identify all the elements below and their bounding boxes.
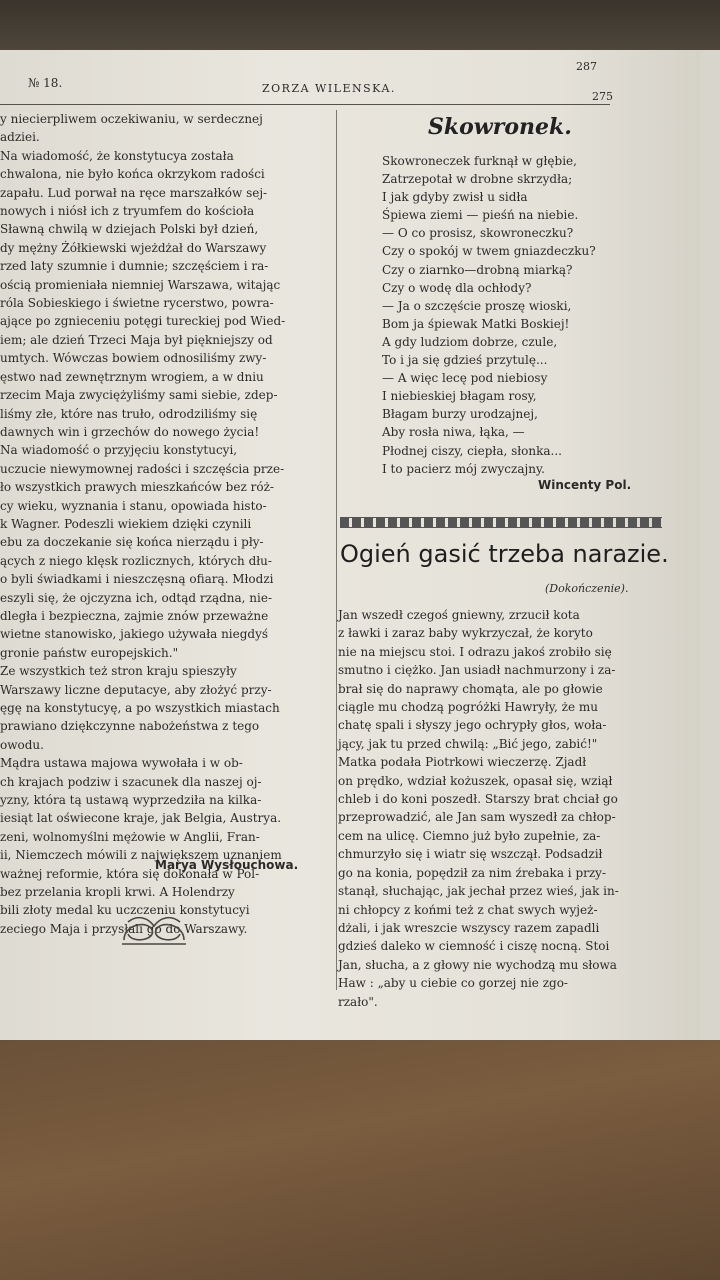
poem-title: Skowronek.	[428, 114, 572, 140]
left-column-line: uczucie niewymownej radości i szczęścia prze-	[0, 461, 285, 476]
flourish-ornament-icon	[118, 910, 190, 950]
left-column-line: wietne stanowisko, jakiego używała niegdyś	[0, 627, 269, 642]
left-article-signature: Marya Wysłouchowa.	[155, 858, 299, 872]
story-line: przeprowadzić, ale Jan sam wyszedł za chłop-	[338, 810, 616, 825]
left-column-line: eszyli się, że ojczyzna ich, odtąd rządna, nie-	[0, 590, 273, 605]
ornamental-divider	[340, 517, 662, 528]
left-column-line: dawnych win i grzechów do nowego życia!	[0, 424, 260, 439]
left-column-line: o byli świadkami i nieszczęsną ofiarą. Młodzi	[0, 572, 274, 587]
left-column-line: zeni, wolnomyślni mężowie w Anglii, Fran-	[0, 829, 260, 844]
story-text	[338, 606, 668, 1011]
story-line: dżali, i jak wreszcie wszyscy razem zapadli	[338, 920, 600, 935]
left-column-line: ło wszystkich prawych mieszkańców bez róż-	[0, 480, 274, 495]
story-line: ni chłopcy z końmi też z chat swych wyjeż-	[338, 902, 598, 917]
left-column-line: Sławną chwilą w dziejach Polski był dzień,	[0, 222, 259, 237]
left-column-line: liśmy złe, które nas truło, odrodziliśmy się	[0, 406, 258, 421]
poem-line: Bom ja śpiewak Matki Boskiej!	[382, 316, 570, 331]
left-column-line: k Wagner. Podeszli wiekiem dzięki czynili	[0, 516, 252, 531]
column-divider	[336, 110, 337, 990]
poem-body	[382, 152, 596, 478]
left-column-line: gronie państw europejskich."	[0, 645, 179, 660]
story-line: ciągle mu chodzą pogróżki Hawryły, że mu	[338, 700, 598, 715]
left-column-line: zapału. Lud porwał na ręce marszałków sej-	[0, 185, 268, 200]
poem-line: A gdy ludziom dobrze, czule,	[382, 334, 558, 349]
poem-line: — Ja o szczęście proszę wioski,	[382, 298, 572, 313]
left-column-line: adziei.	[0, 130, 40, 145]
left-column-line: ch krajach podziw i szacunek dla naszej oj-	[0, 774, 262, 789]
story-line: Jan wszedł czegoś gniewny, zrzucił kota	[338, 608, 580, 622]
issue-number: № 18.	[28, 76, 63, 90]
story-line: rzało".	[338, 994, 378, 1009]
poem-line: Aby rosła niwa, łąka, —	[382, 425, 525, 440]
left-column-line: ęstwo nad zewnętrznym wrogiem, a w dniu	[0, 369, 264, 384]
poem-line: Płodnej ciszy, ciepła, słonka...	[382, 443, 562, 458]
left-column-line: owodu.	[0, 737, 44, 752]
story-line: z ławki i zaraz baby wykrzyczał, że koryto	[338, 626, 593, 641]
story-line: Matka podała Piotrkowi wieczerzę. Zjadł	[338, 755, 587, 770]
story-line: Jan, słucha, a z głowy nie wychodzą mu słowa	[338, 957, 617, 972]
story-title: Ogień gasić trzeba narazie.	[340, 540, 669, 568]
left-column-line: y niecierpliwem oczekiwaniu, w serdecznej	[0, 112, 263, 126]
left-column-line: ii, Niemczech mówili z największem uznaniem	[0, 848, 282, 863]
story-line: on prędko, wdział kożuszek, opasał się, wziął	[338, 773, 613, 788]
left-column-line: zeciego Maja i przysłali go do Warszawy.	[0, 921, 248, 936]
story-line: chatę spali i słyszy jego ochrypły głos, woła-	[338, 718, 607, 733]
left-column-line: bili złoty medal ku uczczeniu konstytucyi	[0, 903, 250, 918]
page-number-upper: 287	[576, 60, 597, 73]
header-rule	[0, 104, 610, 105]
poem-line: Skowroneczek furknął w głębie,	[382, 154, 577, 168]
left-column-line: ające po zgnieceniu potęgi tureckiej pod Wied-	[0, 314, 286, 329]
left-column-line: ęgę na konstytucyę, a po wszystkich miastach	[0, 701, 280, 715]
story-line: chleb i do koni poszedł. Starszy brat chciał go	[338, 792, 618, 807]
story-line: go na konia, popędził za nim źrebaka i przy-	[338, 865, 607, 880]
story-line: jący, jak tu przed chwilą: „Bić jego, zabić!"	[338, 736, 598, 751]
left-column-line: dy mężny Żółkiewski wjeżdżał do Warszawy	[0, 240, 267, 255]
left-column-line: rzed laty szumnie i dumnie; szczęściem i ra-	[0, 259, 269, 274]
poem-line: Czy o wodę dla ochłody?	[382, 280, 532, 295]
left-column-line: Na wiadomość o przyjęciu konstytucyi,	[0, 443, 238, 458]
poem-line: Zatrzepotał w drobne skrzydła;	[382, 172, 573, 187]
poem-author: Wincenty Pol.	[538, 478, 632, 492]
poem-line: Śpiewa ziemi — pieśń na niebie.	[382, 208, 579, 223]
masthead-title: ZORZA WILENSKA.	[262, 82, 396, 95]
left-column-line: ością promieniała niemniej Warszawa, witając	[0, 277, 281, 292]
left-column-line: Warszawy liczne deputacye, aby złożyć przy-	[0, 682, 272, 697]
poem-line: — O co prosisz, skowroneczku?	[382, 226, 574, 241]
left-column-line: iesiąt lat oświecone kraje, jak Belgia, Austrya.	[0, 811, 282, 826]
story-line: nie na miejscu stoi. I odrazu jakoś zrobiło się	[338, 644, 612, 659]
poem-line: To i ja się gdzieś przytulę...	[382, 353, 548, 368]
poem-line: Czy o spokój w twem gniazdeczku?	[382, 244, 596, 259]
background-top	[0, 0, 720, 50]
poem-line: I niebieskiej błagam rosy,	[382, 389, 537, 404]
left-column-line: iem; ale dzień Trzeci Maja był piękniejszy od	[0, 332, 273, 347]
left-column-line: ebu za doczekanie się końca nierządu i pły-	[0, 535, 264, 550]
story-line: chmurzyło się i wiatr się wszczął. Podsadził	[338, 847, 603, 862]
left-column-line: umtych. Wówczas bowiem odnosiliśmy zwy-	[0, 351, 267, 366]
wooden-table-background	[0, 1040, 720, 1280]
poem-line: I to pacierz mój zwyczajny.	[382, 461, 545, 476]
story-line: gdzieś daleko w ciemność i ciszę nocną. Stoi	[338, 939, 610, 954]
left-column-line: dległa i bezpieczna, zajmie znów przeważne	[0, 608, 269, 623]
left-column-line: prawiano dziękczynne nabożeństwa z tego	[0, 719, 260, 734]
left-column-line: róla Sobieskiego i świetne rycerstwo, powra-	[0, 296, 274, 311]
left-column-line: Mądra ustawa majowa wywołała i w ob-	[0, 756, 243, 771]
page-number: 275	[592, 90, 613, 103]
left-column-line: Na wiadomość, że konstytucya została	[0, 148, 234, 163]
left-column-line: nowych i niósł ich z tryumfem do kościoła	[0, 204, 255, 219]
left-column-line: ważnej reformie, która się dokonała w Pol-	[0, 866, 260, 881]
left-column-line: rzecim Maja zwyciężyliśmy sami siebie, zdep-	[0, 388, 278, 403]
story-line: cem na ulicę. Ciemno już było zupełnie, za-	[338, 828, 601, 843]
story-line: brał się do naprawy chomąta, ale po głowie	[338, 681, 603, 696]
poem-line: Czy o ziarnko—drobną miarką?	[382, 262, 573, 277]
left-column-line: ących z niego klęsk rozlicznych, których dłu-	[0, 553, 272, 568]
newspaper-page	[0, 50, 700, 1040]
poem-line: I jak gdyby zwisł u sidła	[382, 190, 528, 205]
story-line: Haw : „aby u ciebie co gorzej nie zgo-	[338, 976, 568, 991]
story-line: smutno i ciężko. Jan usiadł nachmurzony i za-	[338, 663, 616, 678]
left-column-line: yzny, która tą ustawą wyprzedziła na kilka-	[0, 793, 262, 808]
left-column-line: cy wieku, wyznania i stanu, opowiada histo-	[0, 498, 267, 513]
left-column-line: chwalona, nie było końca okrzykom radości	[0, 167, 265, 182]
left-column-line: bez przelania kropli krwi. A Holendrzy	[0, 885, 235, 900]
poem-line: Błagam burzy urodzajnej,	[382, 407, 538, 422]
story-subtitle: (Dokończenie).	[545, 582, 629, 595]
story-line: stanął, słuchając, jak jechał przez wieś, jak in-	[338, 884, 619, 899]
left-column-text	[0, 110, 330, 938]
poem-line: — A więc lecę pod niebiosy	[382, 371, 548, 386]
left-column-line: Ze wszystkich też stron kraju spieszyły	[0, 664, 237, 679]
